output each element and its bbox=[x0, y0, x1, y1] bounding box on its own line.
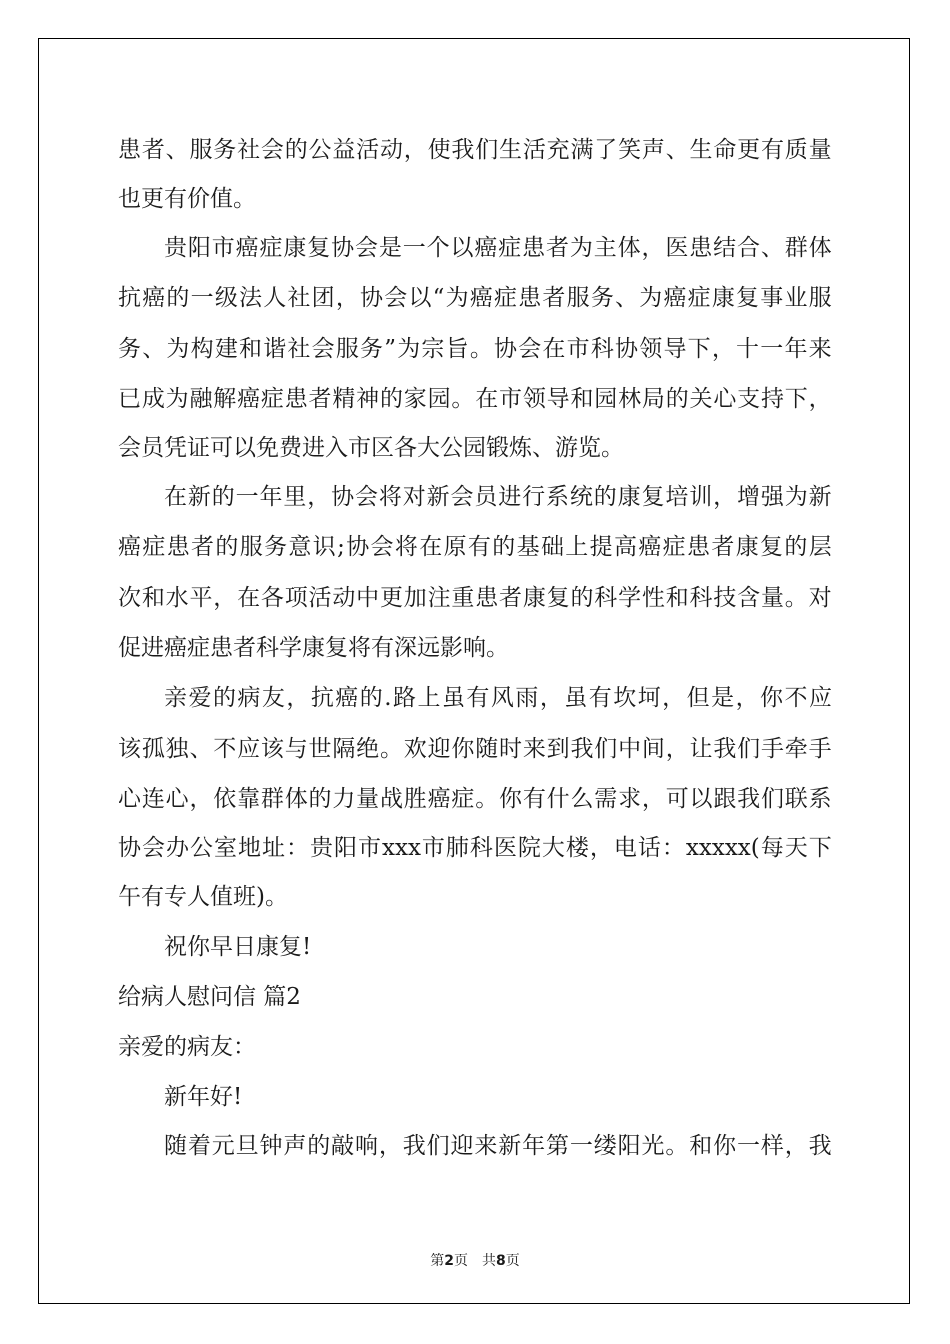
text-line: 随 着 元 旦 钟 声 的 敲 响 ， 我 们 迎 来 新 年 第 一 缕 阳 光 。 和 你 一 样 ， 我 bbox=[164, 1133, 832, 1159]
text-line: 在 新 的 一 年 里 ， 协 会 将 对 新 会 员 进 行 系 统 的 康 复 培 训 ， 增 强 为 新 bbox=[164, 484, 832, 510]
footer-prefix: 第 bbox=[430, 1253, 445, 1269]
text-line: 已 成 为 融 解 癌 症 患 者 精 神 的 家 园 。 在 市 领 导 和 园 林 局 的 关 心 支 持 下 ， bbox=[118, 386, 832, 412]
text-line: 也更有价值。 bbox=[118, 186, 256, 212]
page-number: 2 bbox=[444, 1253, 454, 1269]
section-heading: 给病人慰问信 篇2 bbox=[118, 984, 301, 1010]
text-line: 次 和 水 平 ， 在 各 项 活 动 中 更 加 注 重 患 者 康 复 的 科 学 性 和 科 技 含 量 。 对 bbox=[118, 585, 832, 611]
footer-suffix: 页 bbox=[505, 1253, 520, 1269]
closing-wish: 祝你早日康复! bbox=[164, 934, 312, 960]
text-line: 促进癌症患者科学康复将有深远影响。 bbox=[118, 635, 509, 661]
text-line: 亲 爱 的 病 友 ， 抗 癌 的 . 路 上 虽 有 风 雨 ， 虽 有 坎 坷 ， 但 是 ， 你 不 应 bbox=[164, 685, 832, 711]
text-line: 心 连 心 ， 依 靠 群 体 的 力 量 战 胜 癌 症 。 你 有 什 么 需 求 ， 可 以 跟 我 们 联 系 bbox=[118, 786, 832, 812]
page-footer bbox=[0, 1250, 950, 1270]
footer-mid: 页 共 bbox=[454, 1253, 496, 1269]
salutation: 亲爱的病友： bbox=[118, 1034, 256, 1060]
text-line: 癌 症 患 者 的 服 务 意 识 ; 协 会 将 在 原 有 的 基 础 上 提 高 癌 症 患 者 康 复 的 层 bbox=[118, 534, 832, 560]
total-pages: 8 bbox=[496, 1253, 506, 1269]
text-line: 午有专人值班)。 bbox=[118, 884, 288, 910]
text-line: 务 、 为 构 建 和 谐 社 会 服 务 ” 为 宗 旨 。 协 会 在 市 科 协 领 导 下 ， 十 一 年 来 bbox=[118, 336, 832, 362]
text-line: 贵 阳 市 癌 症 康 复 协 会 是 一 个 以 癌 症 患 者 为 主 体 ， 医 患 结 合 、 群 体 bbox=[164, 235, 832, 261]
page-border bbox=[38, 38, 910, 1304]
text-line: 患 者 、 服 务 社 会 的 公 益 活 动 ， 使 我 们 生 活 充 满 了 笑 声 、 生 命 更 有 质 量 bbox=[118, 137, 832, 163]
text-line: 协 会 办 公 室 地 址 ： 贵 阳 市 xxx 市 肺 科 医 院 大 楼 ， 电 话 ： xxxxx( 每 天 下 bbox=[118, 835, 832, 861]
greeting: 新年好! bbox=[164, 1084, 243, 1110]
text-line: 该 孤 独 、 不 应 该 与 世 隔 绝 。 欢 迎 你 随 时 来 到 我 们 中 间 ， 让 我 们 手 牵 手 bbox=[118, 736, 832, 762]
text-line: 抗 癌 的 一 级 法 人 社 团 ， 协 会 以 “ 为 癌 症 患 者 服 务 、 为 癌 症 康 复 事 业 服 bbox=[118, 285, 832, 311]
text-line: 会员凭证可以免费进入市区各大公园锻炼、游览。 bbox=[118, 435, 624, 461]
